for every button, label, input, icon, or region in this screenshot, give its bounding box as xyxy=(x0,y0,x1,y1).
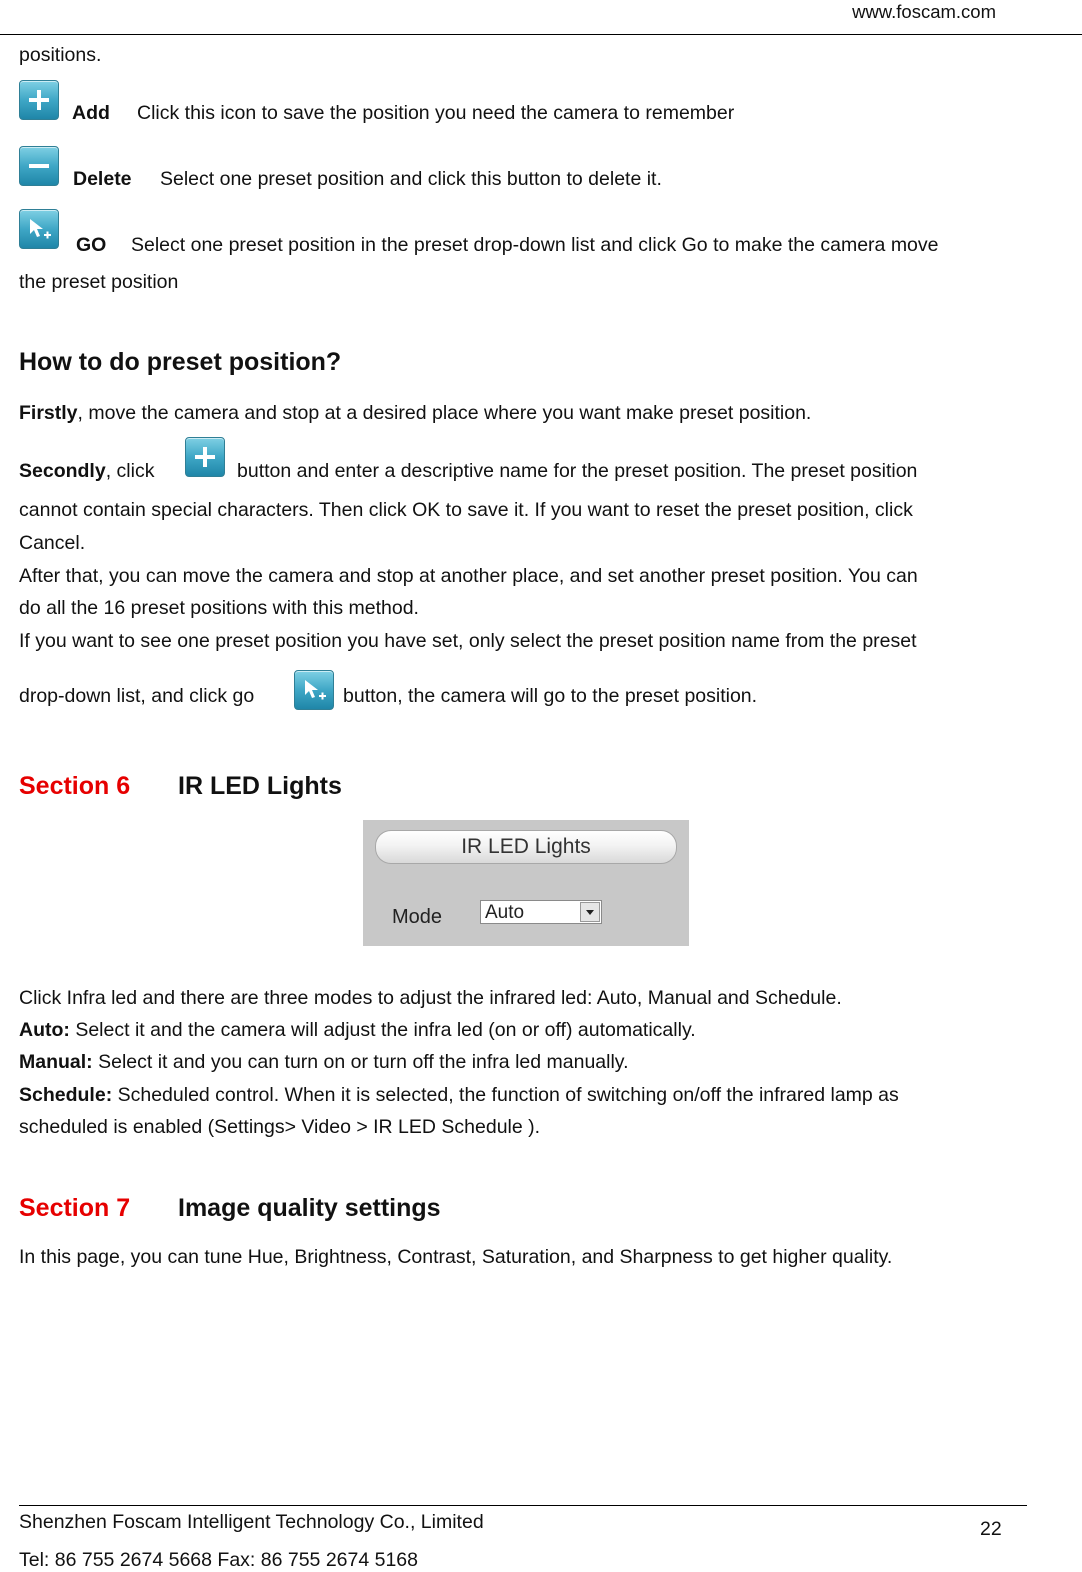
section7-text: In this page, you can tune Hue, Brightness, Contrast, Saturation, and Sharpness to get higher quality. xyxy=(19,1246,893,1268)
see-line2a: drop-down list, and click go xyxy=(19,685,255,707)
auto-label: Auto: xyxy=(19,1019,70,1041)
secondly-text-b: button and enter a descriptive name for the preset position. The preset position xyxy=(237,460,918,482)
ir-led-lights-button[interactable]: IR LED Lights xyxy=(375,830,677,864)
delete-desc: Select one preset position and click this button to delete it. xyxy=(160,168,662,190)
auto-text: Select it and the camera will adjust the infra led (on or off) automatically. xyxy=(69,1019,696,1041)
chevron-down-icon[interactable] xyxy=(580,902,600,922)
section6-intro: Click Infra led and there are three modes to adjust the infrared led: Auto, Manual and Schedule. xyxy=(19,987,842,1009)
manual-paragraph xyxy=(19,1050,629,1074)
ir-led-panel xyxy=(363,820,689,946)
footer-company: Shenzhen Foscam Intelligent Technology Co., Limited xyxy=(19,1511,484,1533)
section7-label: Section 7 xyxy=(19,1194,131,1222)
schedule-label: Schedule: xyxy=(19,1084,113,1106)
mode-select[interactable] xyxy=(480,900,602,924)
go-desc-line2: the preset position xyxy=(19,271,179,293)
go-icon xyxy=(19,209,59,249)
header-divider xyxy=(0,34,1082,35)
add-icon-inline xyxy=(185,437,225,477)
after-line2: do all the 16 preset positions with this method. xyxy=(19,597,419,619)
secondly-line3: Cancel. xyxy=(19,532,86,554)
secondly-text-a: , click xyxy=(105,460,155,482)
schedule-line2: scheduled is enabled (Settings> Video > IR LED Schedule ). xyxy=(19,1116,541,1138)
schedule-paragraph xyxy=(19,1083,899,1107)
intro-text: positions. xyxy=(19,44,102,66)
manual-label: Manual: xyxy=(19,1051,93,1073)
mode-select-value: Auto xyxy=(485,902,525,923)
go-desc: Select one preset position in the preset drop-down list and click Go to make the camera move xyxy=(131,234,939,256)
add-desc: Click this icon to save the position you need the camera to remember xyxy=(137,102,735,124)
go-label: GO xyxy=(76,234,107,256)
section6-title: IR LED Lights xyxy=(178,772,342,800)
add-label: Add xyxy=(72,102,110,124)
schedule-text: Scheduled control. When it is selected, the function of switching on/off the infrared lamp as xyxy=(112,1084,899,1106)
auto-paragraph xyxy=(19,1018,696,1042)
header-url: www.foscam.com xyxy=(852,1,996,22)
section7-title: Image quality settings xyxy=(178,1194,441,1222)
firstly-text: , move the camera and stop at a desired place where you want make preset position. xyxy=(77,402,812,424)
add-icon xyxy=(19,80,59,120)
howto-heading: How to do preset position? xyxy=(19,348,342,376)
see-line1: If you want to see one preset position you have set, only select the preset position name from the preset xyxy=(19,630,917,652)
secondly-label: Secondly xyxy=(19,460,106,482)
mode-label: Mode xyxy=(392,906,443,928)
firstly-paragraph xyxy=(19,401,811,425)
see-line2b: button, the camera will go to the preset position. xyxy=(343,685,758,707)
footer-divider xyxy=(19,1505,1027,1506)
footer-contact: Tel: 86 755 2674 5668 Fax: 86 755 2674 5168 xyxy=(19,1549,418,1571)
go-icon-inline xyxy=(294,670,334,710)
section6-label: Section 6 xyxy=(19,772,131,800)
secondly-label-line xyxy=(19,459,154,483)
page-number: 22 xyxy=(980,1518,1002,1540)
secondly-line2: cannot contain special characters. Then click OK to save it. If you want to reset the preset position, click xyxy=(19,499,913,521)
manual-text: Select it and you can turn on or turn off the infra led manually. xyxy=(92,1051,629,1073)
delete-label: Delete xyxy=(73,168,132,190)
firstly-label: Firstly xyxy=(19,402,78,424)
after-line1: After that, you can move the camera and stop at another place, and set another preset position. You can xyxy=(19,565,918,587)
delete-icon xyxy=(19,146,59,186)
